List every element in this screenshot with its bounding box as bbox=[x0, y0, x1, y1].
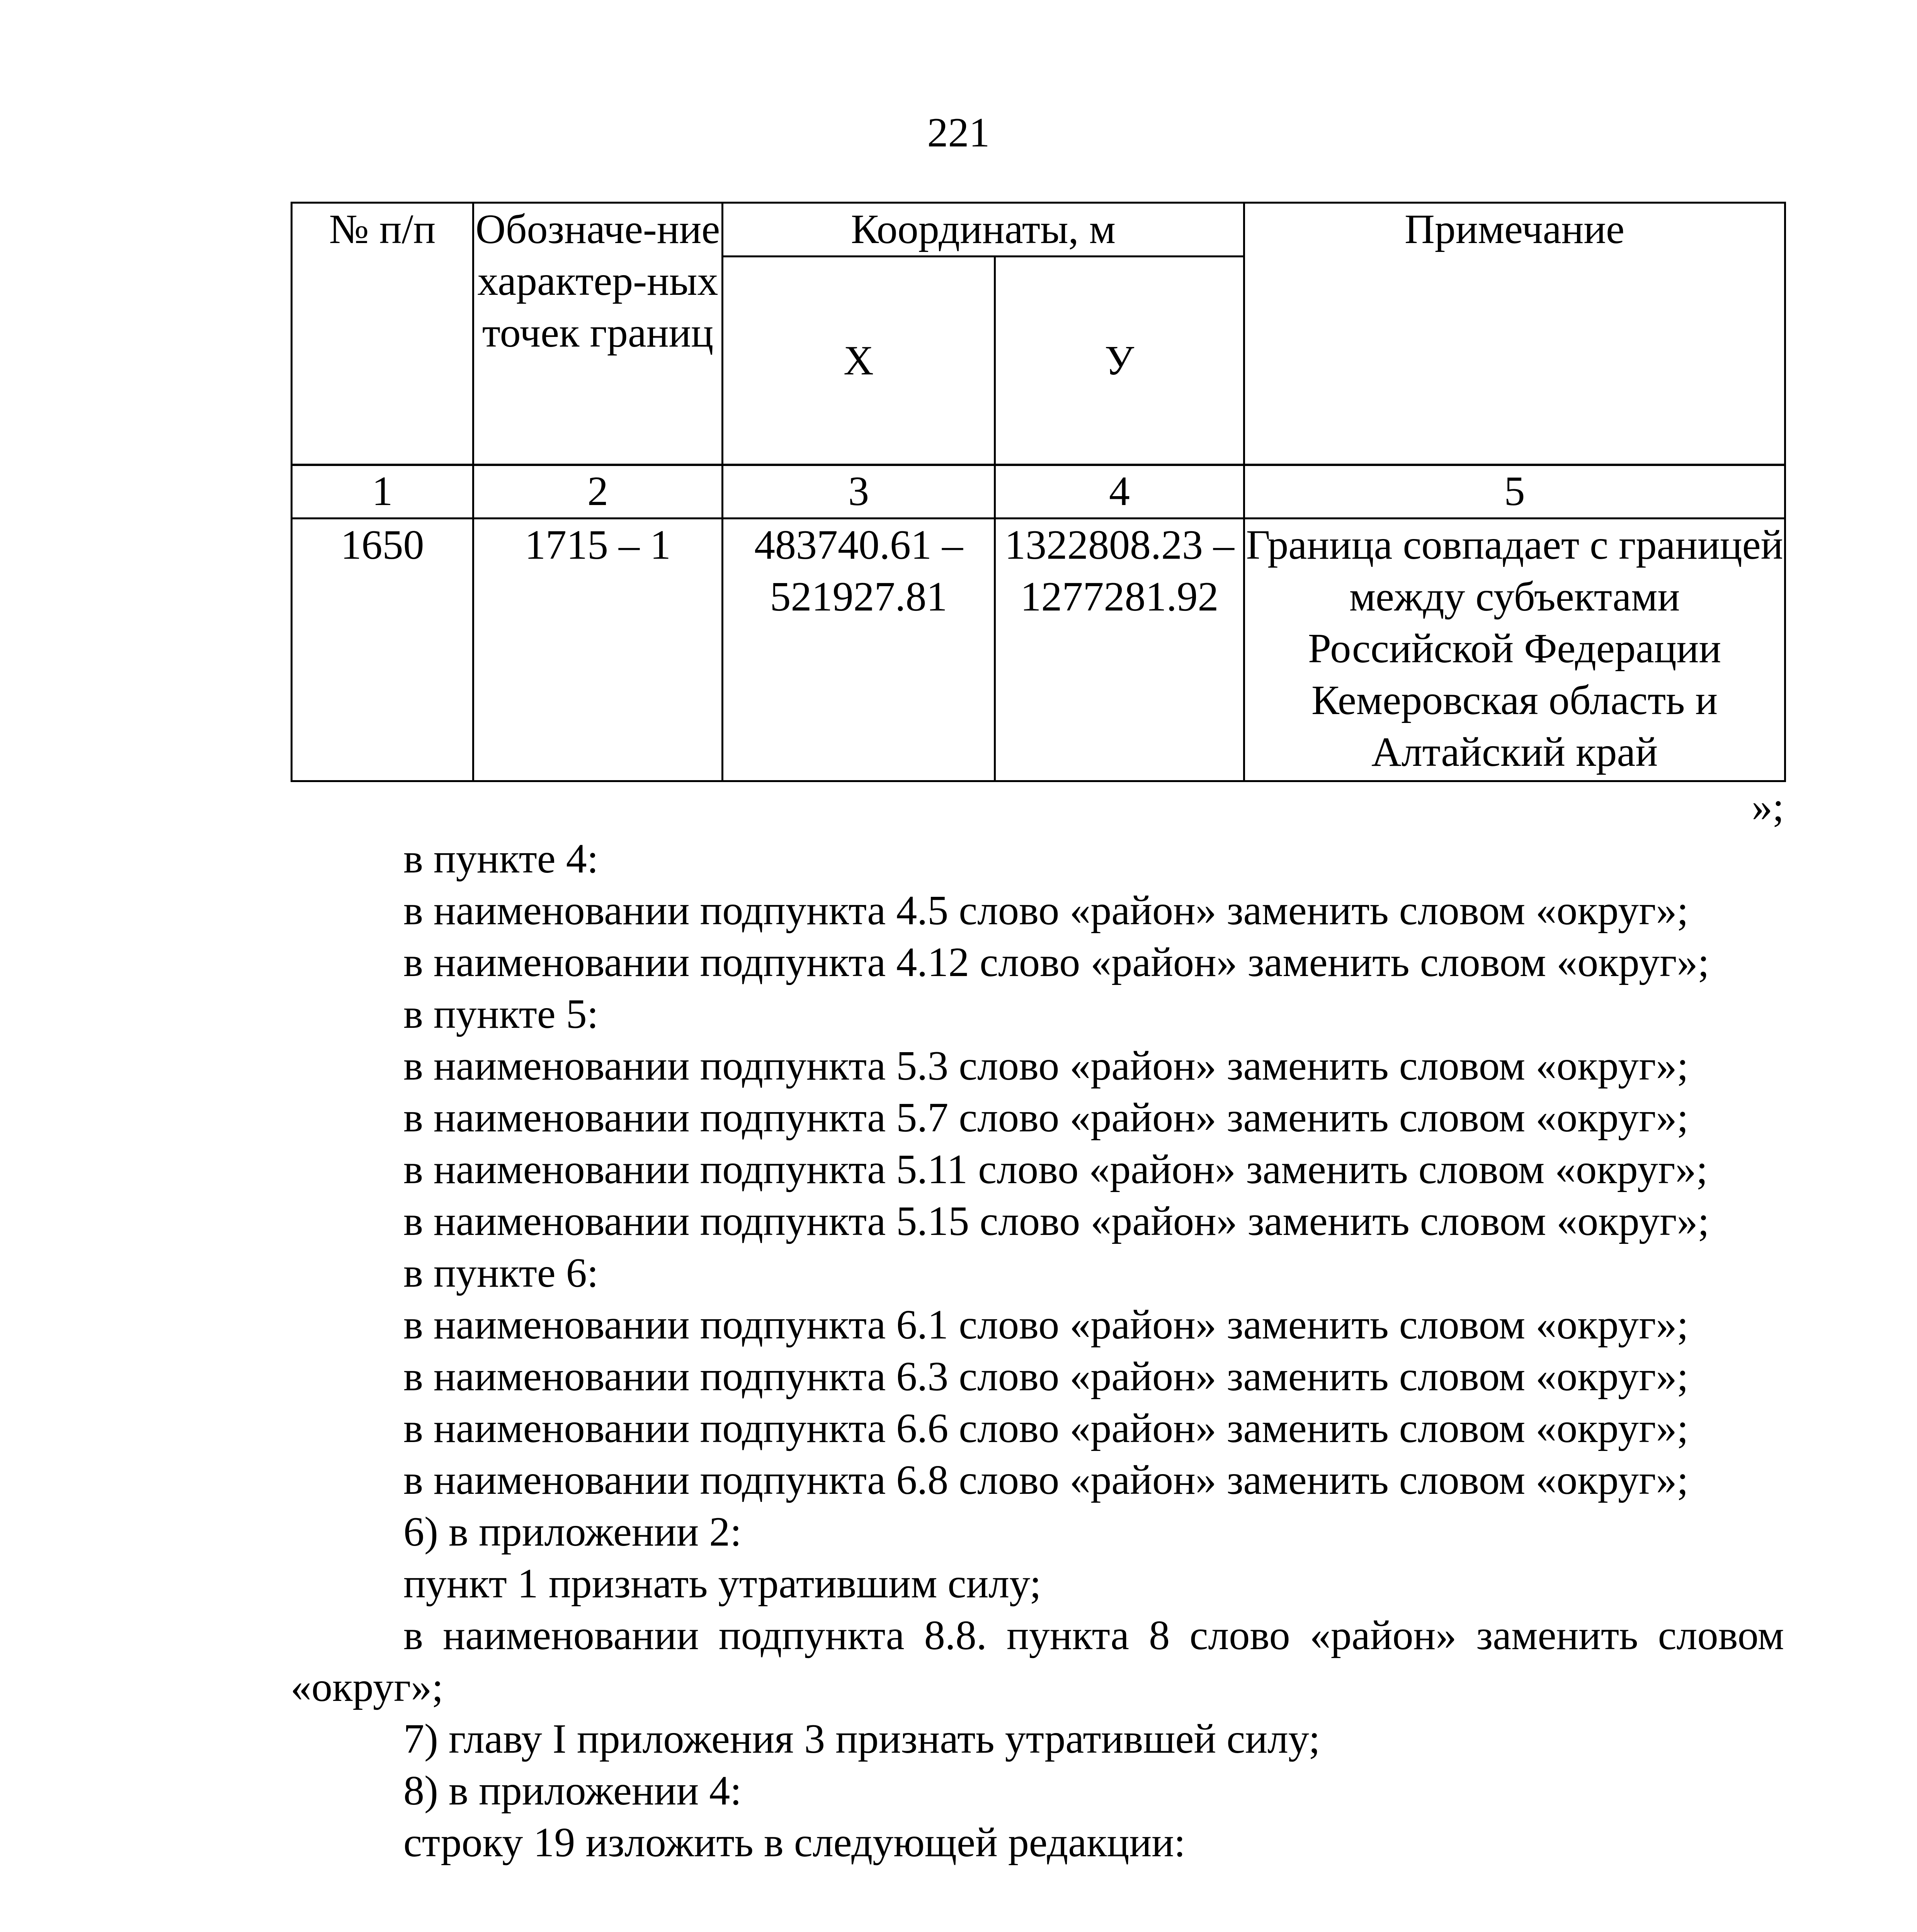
paragraph: в пункте 5: bbox=[403, 991, 599, 1037]
coordinates-table-body bbox=[291, 464, 1786, 782]
paragraph: в наименовании подпункта 4.12 слово «район» заменить словом «округ»; bbox=[403, 939, 1709, 985]
header-note: Примечание bbox=[1244, 203, 1785, 465]
paragraph: в наименовании подпункта 5.7 слово «район» заменить словом «округ»; bbox=[403, 1095, 1689, 1141]
paragraph: в наименовании подпункта 5.3 слово «район» заменить словом «округ»; bbox=[403, 1043, 1689, 1089]
row-note: Граница совпадает с границей между субъектами Российской Федерации Кемеровская область и Алтайский край bbox=[1244, 519, 1785, 781]
paragraph: в пункте 4: bbox=[403, 836, 599, 882]
paragraph: строку 19 изложить в следующей редакции: bbox=[403, 1820, 1186, 1866]
column-number: 4 bbox=[995, 465, 1244, 519]
page-number: 221 bbox=[927, 110, 990, 156]
header-designation: Обозначе-ние характер-ных точек границ bbox=[473, 203, 723, 465]
paragraph: в наименовании подпункта 8.8. пункта 8 слово «район» заменить словом «округ»; bbox=[291, 1612, 1784, 1710]
header-num: № п/п bbox=[292, 203, 473, 465]
column-number: 3 bbox=[723, 465, 995, 519]
paragraph: в наименовании подпункта 6.8 слово «район» заменить словом «округ»; bbox=[403, 1457, 1689, 1503]
header-x: Х bbox=[723, 257, 995, 465]
row-y: 1322808.23 – 1277281.92 bbox=[995, 519, 1244, 781]
header-coordinates: Координаты, м bbox=[723, 203, 1244, 257]
row-x: 483740.61 – 521927.81 bbox=[723, 519, 995, 781]
row-num: 1650 bbox=[292, 519, 473, 781]
paragraph: в наименовании подпункта 6.6 слово «район» заменить словом «округ»; bbox=[403, 1405, 1689, 1451]
column-number: 1 bbox=[292, 465, 473, 519]
closing-quote: »; bbox=[1751, 784, 1784, 830]
paragraph: в наименовании подпункта 6.1 слово «район» заменить словом «округ»; bbox=[403, 1302, 1689, 1348]
coordinates-table-header bbox=[291, 202, 1786, 466]
amendment-text bbox=[291, 833, 1784, 1869]
paragraph: 6) в приложении 2: bbox=[403, 1509, 742, 1555]
column-number: 5 bbox=[1244, 465, 1785, 519]
paragraph: в наименовании подпункта 6.3 слово «район» заменить словом «округ»; bbox=[403, 1354, 1689, 1400]
column-number: 2 bbox=[473, 465, 723, 519]
paragraph: пункт 1 признать утратившим силу; bbox=[403, 1561, 1041, 1607]
paragraph: в пункте 6: bbox=[403, 1250, 599, 1296]
column-number-row bbox=[292, 465, 1785, 519]
paragraph: в наименовании подпункта 4.5 слово «район» заменить словом «округ»; bbox=[403, 888, 1689, 934]
paragraph: 8) в приложении 4: bbox=[403, 1768, 742, 1814]
paragraph: 7) главу I приложения 3 признать утратившей силу; bbox=[403, 1716, 1320, 1762]
paragraph: в наименовании подпункта 5.11 слово «район» заменить словом «округ»; bbox=[403, 1146, 1708, 1192]
header-y: У bbox=[995, 257, 1244, 465]
paragraph: в наименовании подпункта 5.15 слово «район» заменить словом «округ»; bbox=[403, 1198, 1709, 1244]
table-row bbox=[292, 519, 1785, 781]
row-points: 1715 – 1 bbox=[473, 519, 723, 781]
